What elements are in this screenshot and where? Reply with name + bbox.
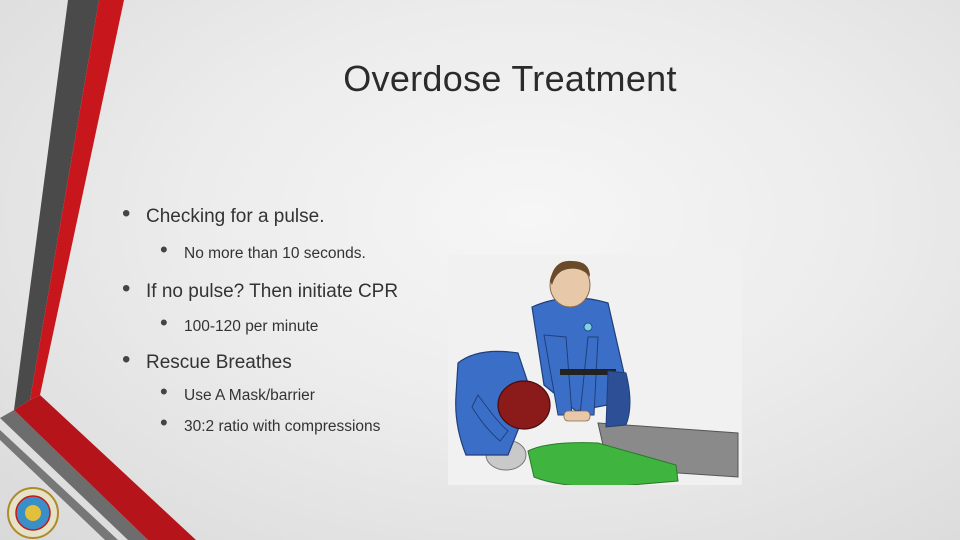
shirt-badge [584,323,592,331]
slide-title: Overdose Treatment [343,58,677,99]
sub-bullet-3-2: • 30:2 ratio with compressions [158,417,440,437]
bullet-list [120,205,440,437]
rescuer-right-hands [564,411,590,421]
gray-stripe-outer [14,0,99,410]
rescuer-right-pants [606,371,630,427]
bullet-2: • If no pulse? Then initiate CPR [120,280,440,304]
sub-bullet-3-1: • Use A Mask/barrier [158,386,440,406]
cpr-illustration [448,255,742,485]
bullet-1: • Checking for a pulse. [120,205,440,229]
bullet-3: • Rescue Breathes [120,351,440,375]
sub-bullet-1-1: • No more than 10 seconds. [158,244,440,264]
rescuer-left-head [498,381,550,429]
sub-bullet-2-1: • 100-120 per minute [158,317,440,337]
emblem-logo [6,486,60,540]
